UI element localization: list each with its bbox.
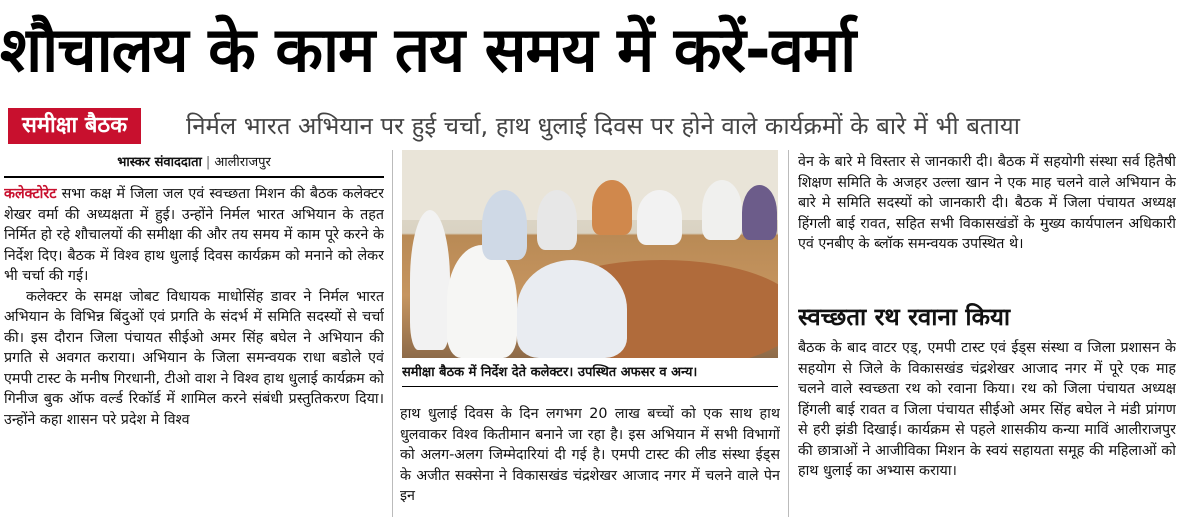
paragraph (4, 184, 384, 287)
subheadline: निर्मल भारत अभियान पर हुई चर्चा, हाथ धुलाई दिवस पर होने वाले कार्यक्रमों के बारे में भी बताया (186, 112, 1020, 140)
headline: शौचालय के काम तय समय में करें-वर्मा (0, 13, 856, 86)
byline-place: आलीराजपुर (214, 155, 271, 170)
column-1 (4, 152, 384, 517)
subheading: स्वच्छता रथ रवाना किया (798, 303, 1011, 331)
column-2 (400, 404, 780, 517)
column-divider (788, 150, 789, 517)
dateline: कलेक्टोरेट (4, 186, 57, 202)
subheadline-bar (0, 104, 1179, 150)
meeting-photo (402, 150, 778, 358)
photo-caption: समीक्षा बैठक में निर्देश देते कलेक्टर। उपस्थित अफसर व अन्य। (402, 360, 778, 387)
byline: भास्कर संवाददाता | आलीराजपुर (4, 152, 384, 178)
byline-author: भास्कर संवाददाता (117, 155, 202, 170)
paragraph: हाथ धुलाई दिवस के दिन लगभग 20 लाख बच्चों को एक साथ हाथ धुलवाकर विश्व कितीमान बनाने जा रहा है। इस अभियान में सभी विभागों को अलग-अलग जिम्मेदारियां दी गई है। एमपी टास्ट की लीड संस्था ईड्स के अजीत सक्सेना ने विकासखंड चंद्रशेखर आजाद नगर में चलने वाले पेन इन (400, 406, 780, 504)
paragraph: बैठक के बाद वाटर एड्, एमपी टास्ट एवं ईड्स संस्था व जिला प्रशासन के सहयोग से जिले के विकासखंड चंद्रशेखर आजाद नगर में पूरे एक माह चलने वाले स्वच्छता रथ को रवाना किया। रथ को जिला पंचायत अध्यक्ष हिंगली बाई रावत व जिला पंचायत सीईओ अमर सिंह बघेल ने मंडी प्रांगण से हरी झंडी दिखाई। कार्यक्रम से पहले शासकीय कन्या माविं आलीराजपुर की छात्राओं ने आजीविका मिशन के स्वयं सहायता समूह की महिलाओं को हाथ धुलाई का अभ्यास कराया। (798, 340, 1176, 479)
paragraph-text: सभा कक्ष में जिला जल एवं स्वच्छता मिशन की बैठक कलेक्टर शेखर वर्मा की अध्यक्षता में हुई। उन्होंने निर्मल भारत अभियान के तहत निर्मित हो रहे शौचालयों की समीक्षा की और तय समय में काम पूरे करने के निर्देश दिए। बैठक में विश्व हाथ धुलाई दिवस कार्यक्रम को मनाने को लेकर भी चर्चा की गई। (4, 186, 384, 284)
column-3 (798, 152, 1176, 517)
paragraph: कलेक्टर के समक्ष जोबट विधायक माधोसिंह डावर ने निर्मल भारत अभियान के विभिन्न बिंदुओं एवं प्रगति के संदर्भ में समिति सदस्यों से चर्चा की। इस दौरान जिला पंचायत सीईओ अमर सिंह बघेल ने अभियान की प्रगति से अवगत कराया। अभियान के जिला समन्वयक राधा बडोले एवं एमपी टास्ट के मनीष गिरधानी, टीओ वाश ने विश्व हाथ धुलाई कार्यक्रम को गिनीज बुक ऑफ वर्ल्ड रिकॉर्ड में शामिल करने संबंधी प्रस्तुतिकरण दिया। उन्होंने कहा शासन परे प्रदेश मे विश्व (4, 288, 384, 428)
paragraph: वेन के बारे मे विस्तार से जानकारी दी। बैठक में सहयोगी संस्था सर्व हितैषी शिक्षण समिति के अजहर उल्ला खान ने एक माह चलने वाले अभियान के बारे मे समिति सदस्यों को जानकारी दी। बैठक में जिला पंचायत अध्यक्ष हिंगली बाई रावत, सहित सभी विकासखंडों के मुख्य कार्यपालन अधिकारी एवं एनबीए के ब्लॉक समन्वयक उपस्थित थे। (798, 154, 1176, 252)
section-tag: समीक्षा बैठक (8, 108, 141, 144)
column-divider (392, 150, 393, 517)
